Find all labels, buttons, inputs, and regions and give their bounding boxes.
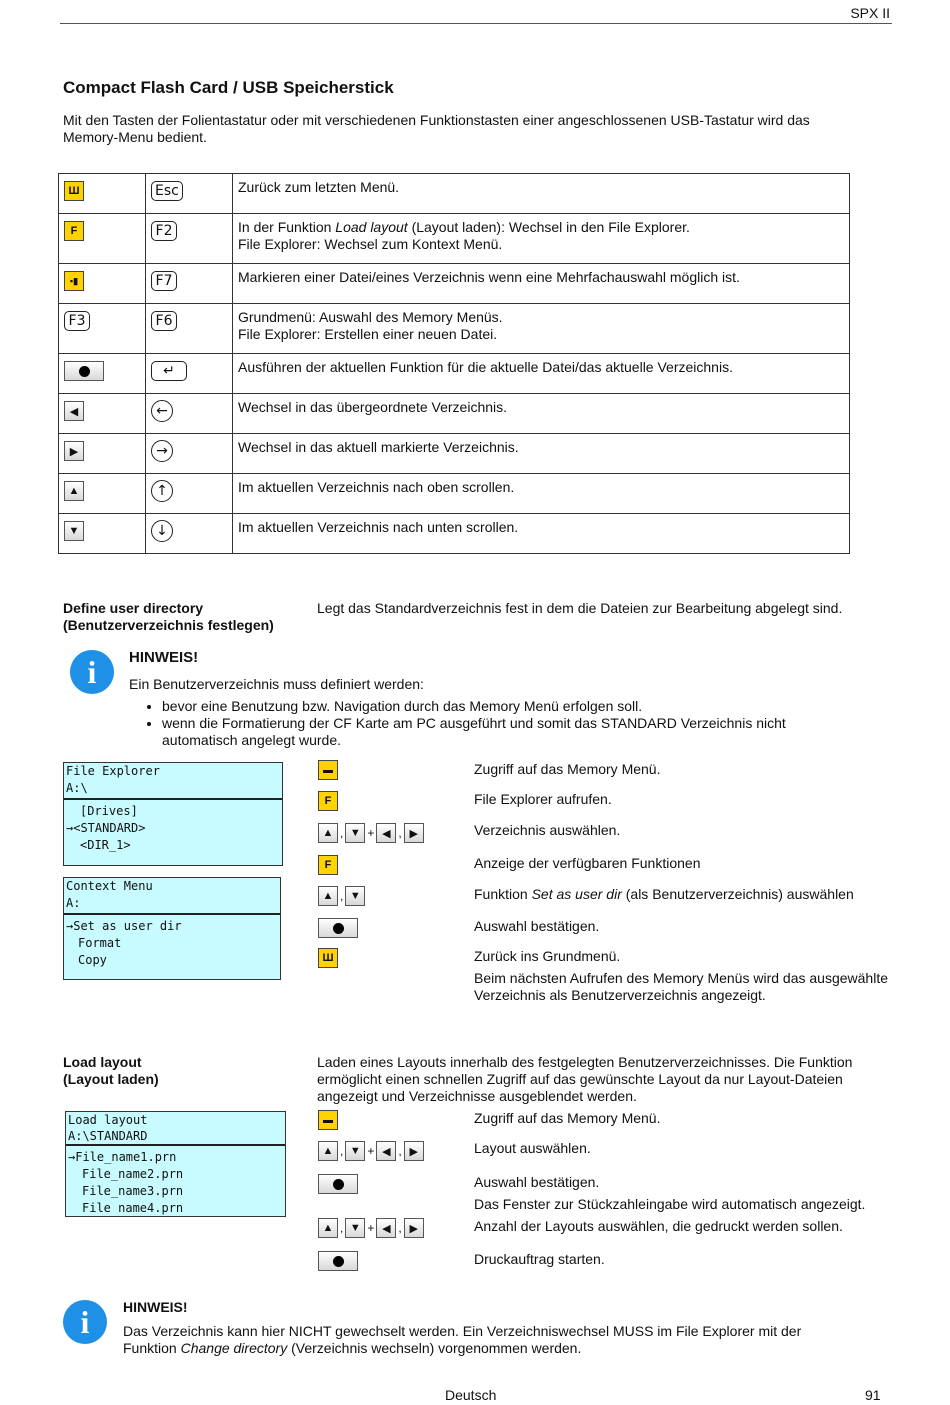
up-arrow-icon: ▲ [318, 823, 338, 843]
lcd-line: Context Menu [66, 879, 153, 893]
selection-arrow-icon: → [66, 821, 74, 835]
step-text: Verzeichnis auswählen. [474, 822, 621, 838]
right-arrow-icon: ▶ [64, 441, 84, 461]
step-text: Layout auswählen. [474, 1140, 591, 1156]
lcd-line: Format [78, 936, 122, 950]
step-text: Zugriff auf das Memory Menü. [474, 761, 661, 777]
plus-sign: + [367, 1221, 375, 1235]
lcd-line-selected [64, 918, 280, 935]
lcd-separator [64, 913, 280, 915]
list-item: • wenn die Formatierung der CF Karte am PC ausgeführt und somit das STANDARD Verzeichnis nicht automatisch angelegt wurde. [162, 715, 862, 749]
step-text: Zurück ins Grundmenü. [474, 948, 621, 964]
separator-comma: , [398, 826, 402, 840]
table-row [59, 304, 850, 354]
table-row [59, 434, 850, 474]
lcd-file-explorer [63, 762, 283, 866]
key-description: Ausführen der aktuellen Funktion für die aktuelle Datei/das aktuelle Verzeichnis. [238, 359, 733, 375]
note-bullets [130, 698, 862, 749]
separator-comma: , [398, 1144, 402, 1158]
up-arrow-icon: ▲ [64, 481, 84, 501]
key-description: Markieren einer Datei/eines Verzeichnis wenn eine Mehrfachauswahl möglich ist. [238, 269, 740, 285]
lcd-separator [66, 1144, 285, 1146]
key-description: Zurück zum letzten Menü. [238, 179, 400, 195]
lcd-line: File_name2.prn [82, 1167, 184, 1181]
menu-key-icon: ▬ [318, 1110, 338, 1130]
enter-key-icon [318, 1251, 358, 1271]
key-table [58, 173, 850, 554]
enter-key-icon [318, 1174, 358, 1194]
down-arrow-icon: ▼ [345, 823, 365, 843]
right-key-icon: → [151, 440, 173, 462]
up-arrow-icon: ▲ [318, 1218, 338, 1238]
lcd-line: A: [66, 896, 81, 910]
table-row [59, 474, 850, 514]
arrow-keys-group [318, 1218, 424, 1238]
separator-comma: , [340, 1144, 344, 1158]
note-title: HINWEIS! [129, 649, 199, 666]
down-arrow-icon: ▼ [345, 1141, 365, 1161]
list-item: • bevor eine Benutzung bzw. Navigation durch das Memory Menü erfolgen soll. [162, 698, 862, 715]
table-row [59, 214, 850, 264]
header-title: SPX II [850, 5, 890, 21]
load-layout-label [63, 1054, 159, 1088]
section-title: Compact Flash Card / USB Speicherstick [63, 78, 394, 97]
info-icon: i [70, 650, 114, 694]
separator-comma: , [398, 1221, 402, 1235]
step-text: Auswahl bestätigen. [474, 918, 600, 934]
up-arrow-icon: ▲ [318, 886, 338, 906]
key-description: (Layout laden): Wechsel in den File Explorer. [407, 219, 690, 235]
define-dir-label [63, 600, 274, 634]
selection-arrow-icon: → [68, 1150, 76, 1164]
info-icon: i [63, 1300, 107, 1344]
load-layout-label-2: (Layout laden) [63, 1071, 159, 1087]
key-description: File Explorer: Erstellen einer neuen Datei. [238, 326, 498, 342]
left-arrow-icon: ◀ [376, 1218, 396, 1238]
key-description: Im aktuellen Verzeichnis nach oben scrollen. [238, 479, 515, 495]
key-description: In der Funktion [238, 219, 336, 235]
table-row [59, 514, 850, 554]
esc-key-icon: Esc [151, 181, 183, 201]
note-title: HINWEIS! [123, 1299, 188, 1315]
enter-key-icon [318, 918, 358, 938]
lcd-line-text: File_name1.prn [75, 1150, 177, 1164]
menu-key-icon: ▬ [318, 760, 338, 780]
lcd-separator [64, 798, 282, 800]
step-text: File Explorer aufrufen. [474, 791, 612, 807]
step-text: Funktion Set as user dir (als Benutzerverzeichnis) auswählen [474, 886, 854, 902]
define-dir-description: Legt das Standardverzeichnis fest in dem die Dateien zur Bearbeitung abgelegt sind. [317, 600, 843, 616]
lcd-context-menu [63, 877, 281, 980]
lcd-line-text: <STANDARD> [73, 821, 146, 835]
separator-comma: , [340, 826, 344, 840]
left-arrow-icon: ◀ [64, 401, 84, 421]
lcd-load-layout [65, 1111, 286, 1217]
lcd-line: File_name3.prn [82, 1184, 184, 1198]
note-text: Ein Benutzerverzeichnis muss definiert werden: [129, 676, 424, 692]
arrow-keys-group [318, 886, 365, 906]
key-description: Wechsel in das aktuell markierte Verzeichnis. [238, 439, 519, 455]
table-row [59, 394, 850, 434]
lcd-line: A:\ [66, 781, 88, 795]
f-key-icon: F [318, 791, 338, 811]
f-key-icon: F [318, 855, 338, 875]
lcd-line: File Explorer [66, 764, 160, 778]
f7-key-icon: F7 [151, 271, 177, 291]
lcd-line: A:\STANDARD [68, 1129, 148, 1143]
lcd-line-selected [66, 1149, 285, 1166]
right-arrow-icon: ▶ [404, 823, 424, 843]
backspace-key-icon: ← [151, 400, 173, 422]
lcd-line: File name4.prn [82, 1201, 184, 1215]
plus-sign: + [367, 1144, 375, 1158]
load-layout-description: Laden eines Layouts innerhalb des festgelegten Benutzerverzeichnisses. Die Funktion ermöglicht einen schnellen Zugriff auf das gewünschte Layout da nur Layout-Dateien angezeigt und Verzeichnisse ausgeblendet werden. [317, 1054, 853, 1104]
note-text: Das Verzeichnis kann hier NICHT gewechselt werden. Ein Verzeichniswechsel MUSS im File Explorer mit der Funktion Change directory (Verzeichnis wechseln) vorgenommen werden. [123, 1323, 802, 1356]
lcd-line: Load layout [68, 1113, 148, 1127]
step-text: Anzeige der verfügbaren Funktionen [474, 855, 701, 871]
lcd-line-text: Set as user dir [73, 919, 182, 933]
lcd-line-selected [64, 820, 282, 837]
f3-key-icon: F3 [64, 311, 90, 331]
feed-key-icon: ▪▮ [64, 271, 84, 291]
f6-key-icon: F6 [151, 311, 177, 331]
key-description-em: Load layout [335, 219, 408, 235]
left-arrow-icon: ◀ [376, 1141, 396, 1161]
header-rule [60, 23, 892, 24]
lcd-line: [Drives] [80, 804, 138, 818]
step-text: Auswahl bestätigen. [474, 1174, 600, 1190]
left-arrow-icon: ◀ [376, 823, 396, 843]
load-layout-label-1: Load layout [63, 1054, 142, 1070]
key-description: File Explorer: Wechsel zum Kontext Menü. [238, 236, 503, 252]
table-row [59, 354, 850, 394]
arrow-keys-group [318, 823, 424, 843]
section-intro: Mit den Tasten der Folientastatur oder mit verschiedenen Funktionstasten einer angeschlossenen USB-Tastatur wird das Memory-Menu bedient. [63, 112, 810, 145]
right-arrow-icon: ▶ [404, 1141, 424, 1161]
define-dir-label-2: (Benutzerverzeichnis festlegen) [63, 617, 274, 633]
down-arrow-icon: ▼ [345, 886, 365, 906]
down-arrow-icon: ▼ [64, 521, 84, 541]
step-text: Beim nächsten Aufrufen des Memory Menüs wird das ausgewählte Verzeichnis als Benutzerverzeichnis angezeigt. [474, 970, 888, 1003]
return-key-icon: ↵ [151, 361, 187, 381]
right-arrow-icon: ▶ [404, 1218, 424, 1238]
up-arrow-icon: ▲ [318, 1141, 338, 1161]
up-key-icon: ↑ [151, 480, 173, 502]
step-text: Das Fenster zur Stückzahleingabe wird automatisch angezeigt. [474, 1196, 866, 1212]
menu-key-icon: Ш [64, 181, 84, 201]
step-text: Anzahl der Layouts auswählen, die gedruckt werden sollen. [474, 1218, 843, 1234]
enter-key-icon [64, 361, 104, 381]
down-key-icon: ↓ [151, 520, 173, 542]
key-description: Grundmenü: Auswahl des Memory Menüs. [238, 309, 503, 325]
table-row [59, 174, 850, 214]
lcd-line: Copy [78, 953, 107, 967]
key-description: Im aktuellen Verzeichnis nach unten scrollen. [238, 519, 519, 535]
separator-comma: , [340, 889, 344, 903]
selection-arrow-icon: → [66, 919, 74, 933]
arrow-keys-group [318, 1141, 424, 1161]
key-description: Wechsel in das übergeordnete Verzeichnis. [238, 399, 508, 415]
step-text: Zugriff auf das Memory Menü. [474, 1110, 661, 1126]
separator-comma: , [340, 1221, 344, 1235]
plus-sign: + [367, 826, 375, 840]
footer-language: Deutsch [445, 1387, 497, 1403]
lcd-line: <DIR_1> [80, 838, 131, 852]
f2-key-icon: F2 [151, 221, 177, 241]
page-number: 91 [865, 1387, 881, 1403]
define-dir-label-1: Define user directory [63, 600, 204, 616]
down-arrow-icon: ▼ [345, 1218, 365, 1238]
step-text: Druckauftrag starten. [474, 1251, 605, 1267]
table-row [59, 264, 850, 304]
menu-key-icon: Ш [318, 948, 338, 968]
f-key-icon: F [64, 221, 84, 241]
